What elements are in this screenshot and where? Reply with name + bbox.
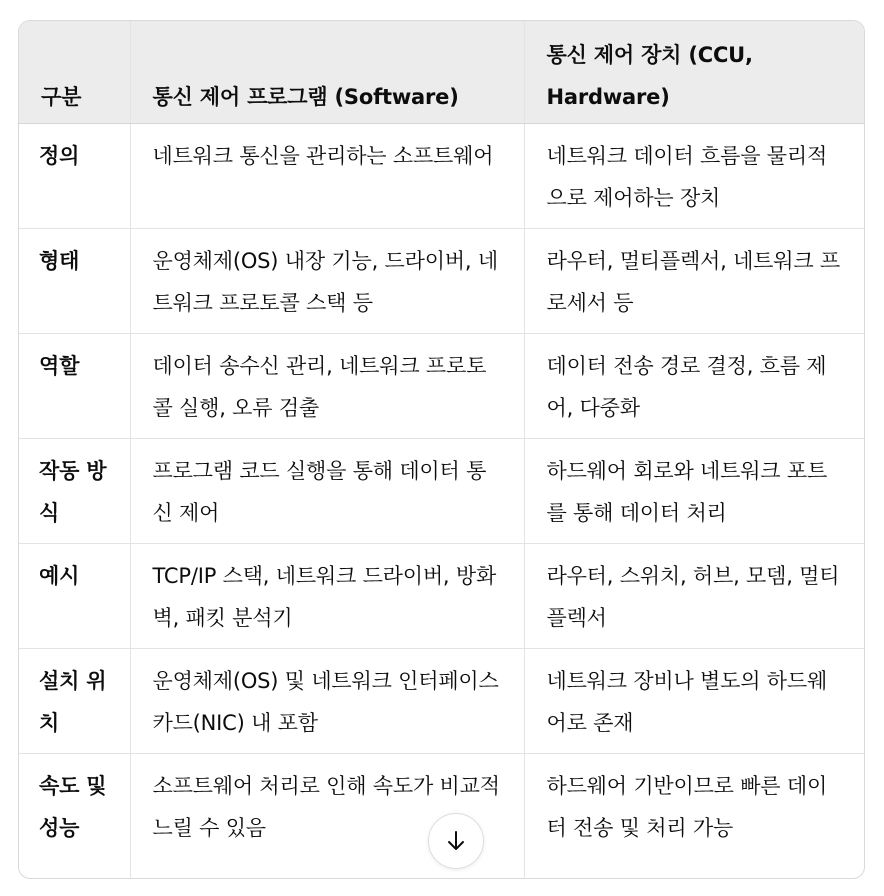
- row-label: 예시: [19, 543, 130, 648]
- hardware-cell: 라우터, 멀티플렉서, 네트워크 프로세서 등: [524, 228, 865, 333]
- header-software: 통신 제어 프로그램 (Software): [130, 21, 524, 123]
- row-label: 형태: [19, 228, 130, 333]
- table-header-row: [19, 21, 865, 123]
- software-cell: 프로그램 코드 실행을 통해 데이터 통신 제어: [130, 438, 524, 543]
- software-cell: TCP/IP 스택, 네트워크 드라이버, 방화벽, 패킷 분석기: [130, 543, 524, 648]
- hardware-cell: 라우터, 스위치, 허브, 모뎀, 멀티플렉서: [524, 543, 865, 648]
- software-cell: 운영체제(OS) 내장 기능, 드라이버, 네트워크 프로토콜 스택 등: [130, 228, 524, 333]
- table-row: [19, 228, 865, 333]
- software-cell: 데이터 송수신 관리, 네트워크 프로토콜 실행, 오류 검출: [130, 333, 524, 438]
- software-cell: 소프트웨어 처리로 인해 속도가 비교적 느릴 수 있음: [130, 753, 524, 879]
- header-hardware: 통신 제어 장치 (CCU, Hardware): [524, 21, 865, 123]
- hardware-cell: 네트워크 장비나 별도의 하드웨어로 존재: [524, 648, 865, 753]
- row-label: 역할: [19, 333, 130, 438]
- table-row: [19, 123, 865, 228]
- hardware-cell: 하드웨어 기반이므로 빠른 데이터 전송 및 처리 가능: [524, 753, 865, 879]
- comparison-table: [19, 21, 865, 879]
- table-row: [19, 543, 865, 648]
- table-row: [19, 333, 865, 438]
- hardware-cell: 하드웨어 회로와 네트워크 포트를 통해 데이터 처리: [524, 438, 865, 543]
- software-cell: 운영체제(OS) 및 네트워크 인터페이스 카드(NIC) 내 포함: [130, 648, 524, 753]
- table-row: [19, 438, 865, 543]
- hardware-cell: 네트워크 데이터 흐름을 물리적으로 제어하는 장치: [524, 123, 865, 228]
- scroll-to-bottom-button[interactable]: [428, 813, 484, 869]
- row-label: 작동 방식: [19, 438, 130, 543]
- header-category: 구분: [19, 21, 130, 123]
- arrow-down-icon: [444, 829, 468, 853]
- hardware-cell: 데이터 전송 경로 결정, 흐름 제어, 다중화: [524, 333, 865, 438]
- row-label: 속도 및 성능: [39, 773, 107, 840]
- row-label: 설치 위치: [19, 648, 130, 753]
- table-row: [19, 648, 865, 753]
- software-cell: 네트워크 통신을 관리하는 소프트웨어: [130, 123, 524, 228]
- comparison-table-container: [18, 20, 865, 879]
- row-label: 정의: [19, 123, 130, 228]
